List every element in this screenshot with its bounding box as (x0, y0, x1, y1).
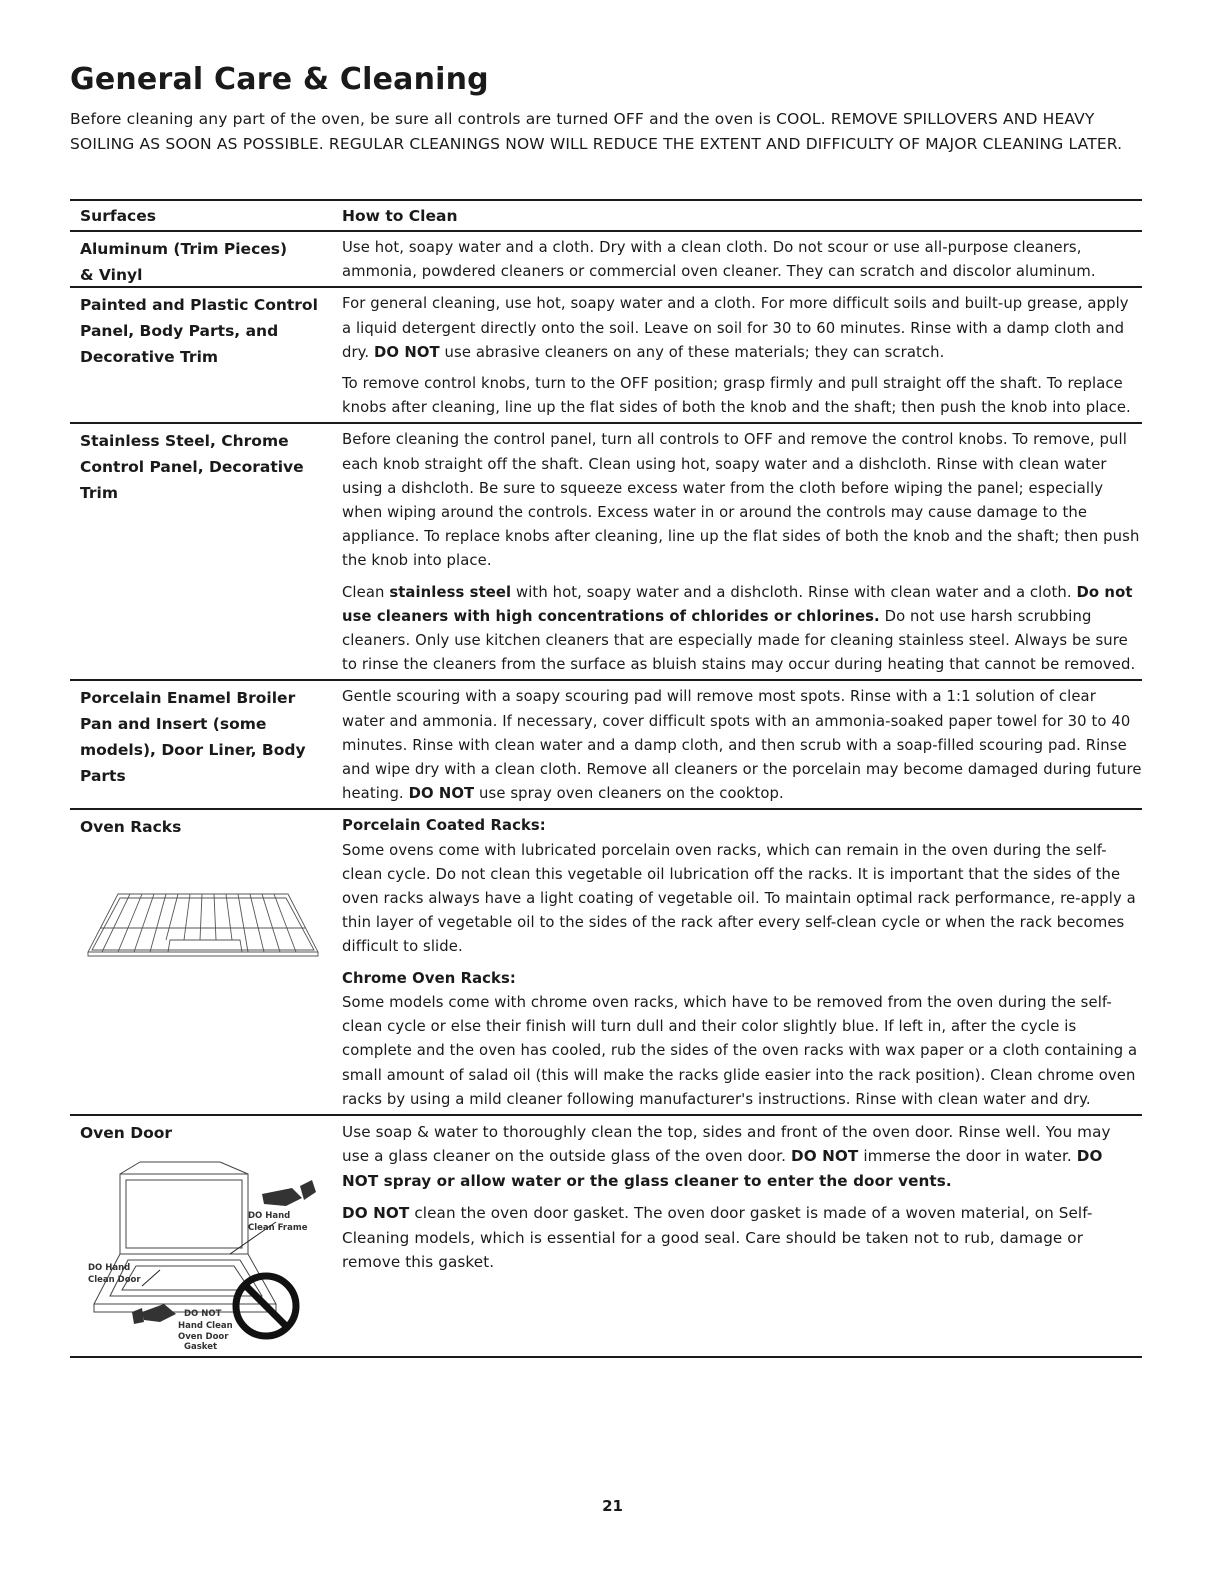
row-label-oven-door (80, 1120, 320, 1349)
text: use spray oven cleaners on the cooktop. (479, 785, 784, 803)
text: Clean (342, 583, 385, 601)
row-label-oven-racks (80, 814, 320, 840)
header-how-to-clean: How to Clean (342, 207, 458, 225)
bold-text: DO NOT (791, 1147, 859, 1166)
callout-frame-line1: DO Hand (248, 1210, 291, 1221)
paragraph: Some models come with chrome oven racks, which have to be removed from the oven during the self-clean cycle or else their finish will turn dull and their color slightly blue. If left in, after the cycle is complete and the oven has cooled, rub the sides of the oven racks with wax paper or a cloth containing a small amount of salad oil (this will make the racks glide easier into the rack position). Clean chrome oven racks by using a mild cleaner following manufacturer's instructions. Rinse with clean water and dry. (342, 993, 1138, 1108)
header-surfaces: Surfaces (80, 207, 156, 225)
callout-gasket-line4: Gasket (184, 1341, 218, 1349)
row-text-oven-door (342, 1116, 1142, 1277)
bold-text: DO NOT (374, 343, 440, 361)
table-row-oven-door (70, 1114, 1142, 1358)
paragraph: Before cleaning the control panel, turn all controls to OFF and remove the control knobs. To remove, pull each knob straight off the shaft. Clean using hot, soapy water and a dishcloth. Rinse with clean water using a dishcloth. Be sure to squeeze excess water from the cloth before wiping the panel; especially when wiping around the controls. Excess water in or around the controls may cause damage to the appliance. To replace knobs after cleaning, line up the flat sides of both the knob and the shaft; then push the knob into place. (342, 431, 1140, 570)
text: Do not use harsh scrubbing cleaners. Only use kitchen cleaners that are especially made for cleaning stainless steel. Always be sure to rinse the cleaners from the surface as bluish stains may occur during heating that cannot be removed. (342, 607, 1136, 674)
row-label-text: Oven Door (80, 1123, 173, 1142)
bold-text: DO NOT spray or allow water or the glass cleaner to enter the door vents. (342, 1147, 1103, 1190)
text: Gentle scouring with a soapy scouring pad will remove most spots. Rinse with a 1:1 solution of clear water and ammonia. If necessary, cover difficult spots with an ammonia-soaked paper towel for 30 to 40 minutes. Rinse with clean water and a damp cloth, and then scrub with a soap-filled scouring pad. Rinse and wipe dry with a clean cloth. Remove all cleaners or the porcelain may become damaged during future heating. (342, 688, 1142, 803)
row-label-text: Oven Racks (80, 818, 182, 837)
paragraph (342, 1120, 1142, 1194)
callout-gasket-line2: Hand Clean (178, 1320, 233, 1331)
paragraph (342, 581, 1142, 678)
row-text-painted (342, 288, 1142, 422)
table-row-porcelain (70, 679, 1142, 808)
table-row-oven-racks (70, 808, 1142, 1113)
oven-door-illustration (80, 1144, 330, 1349)
callout-gasket-line3: Oven Door (178, 1331, 229, 1342)
text: For general cleaning, use hot, soapy water and a cloth. For more difficult soils and built-up grease, apply a liquid detergent directly onto the soil. Leave on soil for 30 to 60 minutes. Rinse with a damp cloth and dry. (342, 295, 1129, 361)
row-label-stainless: Stainless Steel, Chrome Control Panel, Decorative Trim (80, 432, 304, 503)
callout-gasket-line1: DO NOT (184, 1308, 222, 1319)
callout-door-line2: Clean Door (88, 1274, 141, 1285)
row-text-stainless (342, 424, 1142, 679)
row-label-painted: Painted and Plastic Control Panel, Body Parts, and Decorative Trim (80, 296, 318, 367)
text: Use soap & water to thoroughly clean the top, sides and front of the oven door. Rinse well. You may use a glass cleaner on the outside glass of the oven door. (342, 1122, 1111, 1166)
intro-paragraph: Before cleaning any part of the oven, be sure all controls are turned OFF and the oven is COOL. REMOVE SPILLOVERS AND HEAVY SOILING AS SOON AS POSSIBLE. REGULAR CLEANINGS NOW WILL REDUCE THE EXTENT AND DIFFICULTY OF MAJOR CLEANING LATER. (70, 110, 1123, 153)
subheading: Porcelain Coated Racks: (342, 817, 546, 835)
paragraph (342, 1201, 1142, 1275)
callout-frame-line2: Clean Frame (248, 1222, 308, 1233)
row-label-line: Aluminum (Trim Pieces) (80, 240, 288, 258)
text: use abrasive cleaners on any of these materials; they can scratch. (444, 343, 945, 361)
bold-text: DO NOT (342, 1204, 410, 1223)
paragraph (342, 292, 1142, 365)
text: with hot, soapy water and a dishcloth. Rinse with clean water and a cloth. (516, 583, 1072, 601)
paragraph: To remove control knobs, turn to the OFF position; grasp firmly and pull straight off the shaft. To replace knobs after cleaning, line up the flat sides of both the knob and the shaft; then push the knob into place. (342, 375, 1131, 417)
care-table (70, 199, 1142, 1358)
page-title: General Care & Cleaning (70, 62, 489, 97)
bold-text: stainless steel (389, 583, 512, 601)
paragraph: Use hot, soapy water and a cloth. Dry with a clean cloth. Do not scour or use all-purpose cleaners, ammonia, powdered cleaners or commercial oven cleaner. They can scratch and discolor aluminum. (342, 239, 1096, 281)
row-text-porcelain (342, 681, 1142, 808)
table-row-aluminum (70, 230, 1142, 286)
oven-rack-illustration (80, 874, 330, 974)
row-text-aluminum (342, 232, 1142, 286)
bold-text: Do not use cleaners with high concentrations of chlorides or chlorines. (342, 583, 1133, 625)
row-label-line: & Vinyl (80, 266, 143, 284)
row-text-oven-racks (342, 810, 1142, 1113)
text: clean the oven door gasket. The oven door gasket is made of a woven material, on Self-Cleaning models, which is essential for a good seal. Care should be taken not to rub, damage or remove this gasket. (342, 1204, 1093, 1272)
table-header-row (70, 199, 1142, 230)
page-number: 21 (602, 1497, 623, 1515)
text: immerse the door in water. (863, 1147, 1072, 1166)
row-label-porcelain: Porcelain Enamel Broiler Pan and Insert (some models), Door Liner, Body Parts (80, 689, 306, 786)
table-row-stainless (70, 422, 1142, 679)
bold-text: DO NOT (408, 785, 475, 803)
paragraph (342, 685, 1142, 806)
table-row-painted (70, 286, 1142, 422)
subheading: Chrome Oven Racks: (342, 969, 516, 987)
callout-door-line1: DO Hand (88, 1262, 131, 1273)
row-label-aluminum (80, 236, 320, 288)
paragraph: Some ovens come with lubricated porcelain oven racks, which can remain in the oven during the self-clean cycle. Do not clean this vegetable oil lubrication off the racks. It is important that the sides of the oven racks always have a light coating of vegetable oil. To maintain optimal rack performance, re-apply a thin layer of vegetable oil to the sides of the rack after every self-clean cycle or when the rack becomes difficult to slide. (342, 841, 1136, 956)
